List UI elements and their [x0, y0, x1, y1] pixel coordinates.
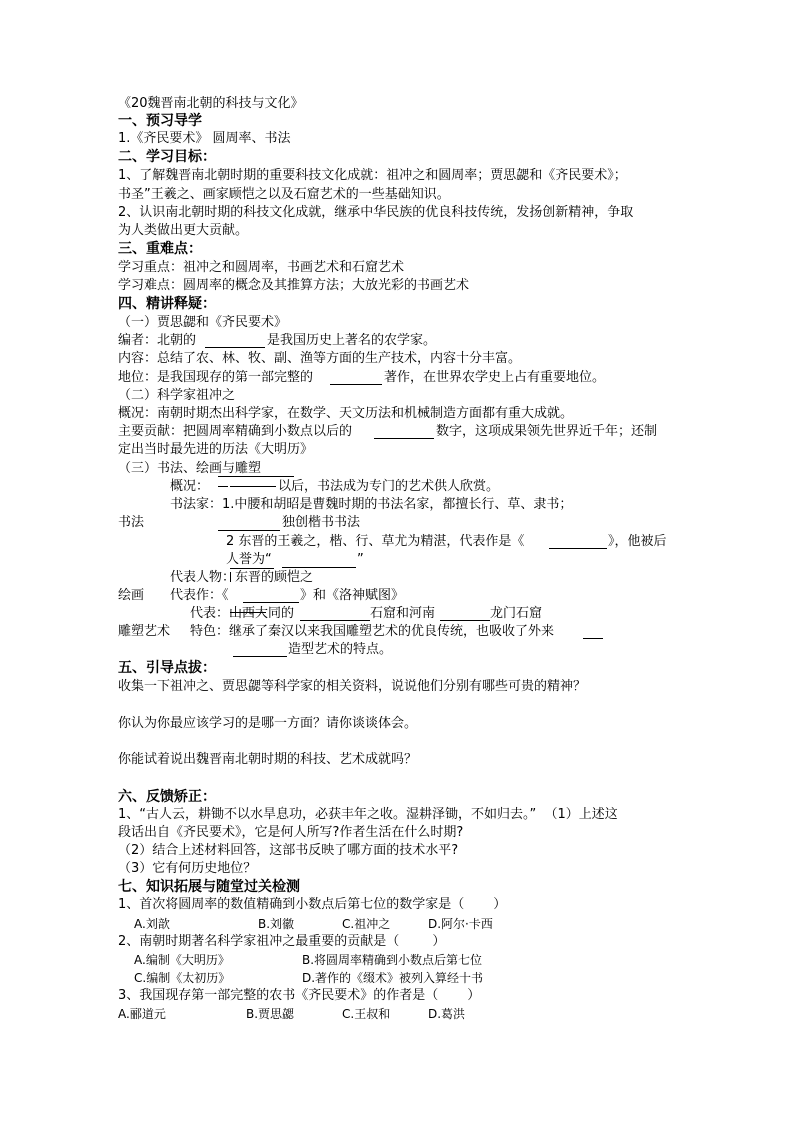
painting-work-rest: 》和《洛神赋图》 — [300, 588, 405, 603]
section-1-heading: 一、预习导学 — [118, 113, 202, 129]
brace-top — [218, 476, 294, 477]
blank-editor — [205, 347, 265, 348]
calligraphy-overview-rest: 以后，书法成为专门的艺术供人欣赏。 — [278, 479, 500, 494]
calligraphy-label: 书法 — [118, 515, 145, 530]
blank-foreign — [583, 638, 603, 639]
calendar-line: 定出当时最先进的历法《大明历》 — [118, 442, 314, 457]
quiz-question-3: 3、我国现存第一部完整的农书《齐民要术》的作者是（ ） — [118, 988, 481, 1003]
q2-option-d: D.著作的《缀术》被列入算经十书 — [302, 971, 484, 985]
blank-honor — [282, 567, 356, 568]
s3-line-2: 学习难点：圆周率的概念及其推算方法；大放光彩的书画艺术 — [118, 278, 470, 293]
contribution-rest: 数字，这项成果领先世界近千年；还制 — [436, 424, 658, 439]
blank-painting — [243, 602, 299, 603]
status-label: 地位：是我国现存的第一部完整的 — [118, 370, 314, 385]
feedback-line-4: （3）它有何历史地位？ — [118, 861, 257, 876]
guide-question-3: 你能试着说出魏晋南北朝时期的科技、艺术成就吗？ — [118, 752, 418, 767]
blank-digits — [374, 438, 434, 439]
quiz-question-2: 2、南朝时期著名科学家祖冲之最重要的贡献是（ ） — [118, 934, 446, 949]
q3-option-b: B.贾思勰 — [246, 1007, 295, 1021]
quiz-question-1: 1、首次将圆周率的数值精确到小数点后第七位的数学家是（ ） — [118, 897, 507, 912]
section-3-heading: 三、重难点： — [118, 241, 202, 257]
guide-question-2: 你认为你最应该学习的是哪一方面？请你谈谈体会。 — [118, 716, 418, 731]
sculpture-rep-label: 代表：山西大同的 — [190, 606, 295, 621]
q3-option-d: D.葛洪 — [428, 1007, 466, 1021]
wang-xizhi-rest: 》，他被后 — [608, 534, 667, 549]
honor-close: ” — [357, 552, 364, 567]
sculpture-label: 雕塑艺术 — [118, 624, 171, 639]
section-4-heading: 四、精讲释疑： — [118, 296, 216, 312]
honor-label: 人誉为“ — [226, 552, 272, 567]
s4-part-3: （三）书法、绘画与雕塑 — [118, 461, 262, 476]
s3-line-1: 学习重点：祖冲之和圆周率，书画艺术和石窟艺术 — [118, 260, 405, 275]
s2-line-4: 为人类做出更大贡献。 — [118, 223, 249, 238]
q2-option-a: A.编制《大明历》 — [134, 953, 230, 967]
calligrapher-line: 书法家：1.中腰和胡昭是曹魏时期的书法名家，都擅长行、草、隶书； — [170, 497, 573, 512]
section-6-heading: 六、反馈矫正： — [118, 789, 216, 805]
brace-vert-1 — [230, 572, 231, 582]
q2-option-b: B.将圆周率精确到小数点后第七位 — [302, 953, 483, 967]
brace-tick-1 — [218, 486, 228, 487]
painting-label: 绘画 — [118, 588, 145, 603]
q2-option-c: C.编制《太初历》 — [134, 971, 231, 985]
section-5-heading: 五、引导点拔： — [118, 660, 216, 676]
guide-question-1: 收集一下祖冲之、贾思勰等科学家的相关资料，说说他们分别有哪些可贵的精神？ — [118, 679, 587, 694]
q1-option-c: C.祖冲之 — [342, 917, 391, 931]
s2-line-2: 书圣”王羲之、画家顾恺之以及石窟艺术的一些基础知识。 — [118, 187, 450, 202]
section-7-heading: 七、知识拓展与随堂过关检测 — [118, 879, 300, 895]
blank-foreign-2 — [233, 656, 287, 657]
s1-line-1: 1.《齐民要术》 圆周率、书法 — [118, 131, 291, 146]
status-rest: 著作，在世界农学史上占有重要地位。 — [384, 370, 606, 385]
editor-rest: 是我国历史上著名的农学家。 — [267, 333, 437, 348]
q3-option-c: C.王叔和 — [342, 1007, 391, 1021]
s2-line-3: 2、认识南北朝时期的科技文化成就，继承中华民族的优良科技传统，发扬创新精神，争取 — [118, 205, 634, 220]
overview-line: 概况：南朝时期杰出科学家，在数学、天文历法和机械制造方面都有重大成就。 — [118, 406, 574, 421]
brace-tick-2 — [230, 612, 266, 613]
feedback-line-3: （2）结合上述材料回答，这部书反映了哪方面的技术水平? — [118, 843, 459, 858]
brace-bottom — [230, 568, 274, 569]
sculpture-rep-mid: 石窟和河南 — [370, 606, 436, 621]
blank-regular-script — [218, 530, 280, 531]
q1-option-d: D.阿尔·卡西 — [428, 917, 493, 931]
editor-label: 编者：北朝的 — [118, 333, 197, 348]
sculpture-feature: 特色：继承了秦汉以来我国雕塑艺术的优良传统，也吸收了外来 — [190, 624, 555, 639]
sculpture-feature-rest: 造型艺术的特点。 — [288, 642, 393, 657]
painting-rep-person: 代表人物：东晋的顾恺之 — [170, 570, 314, 585]
wang-xizhi-label: 2 东晋的王羲之，楷、行、草尤为精湛，代表作是《 — [226, 534, 525, 549]
feedback-line-1: 1、“古人云，耕锄不以水旱息功，必获丰年之收。湿耕泽锄，不如归去。” （1）上述这 — [118, 807, 618, 822]
content-line: 内容：总结了农、林、牧、副、渔等方面的生产技术，内容十分丰富。 — [118, 351, 522, 366]
blank-henan — [440, 620, 490, 621]
q1-option-b: B.刘徽 — [258, 917, 295, 931]
s2-line-1: 1、了解魏晋南北朝时期的重要科技文化成就：祖冲之和圆周率；贾思勰和《齐民要术》； — [118, 168, 627, 183]
contribution-label: 主要贡献：把圆周率精确到小数点以后的 — [118, 424, 353, 439]
blank-masterpiece — [549, 548, 607, 549]
s4-part-2: （二）科学家祖冲之 — [118, 388, 236, 403]
q3-option-a: A.郦道元 — [118, 1007, 166, 1021]
regular-script-text: 独创楷书书法 — [282, 515, 361, 530]
sculpture-rep-rest: 龙门石窟 — [490, 606, 543, 621]
feedback-line-2: 段话出自《齐民要术》，它是何人所写?作者生活在什么时期? — [118, 825, 464, 840]
page-title: 《20魏晋南北朝的科技与文化》 — [118, 96, 304, 111]
blank-datong — [300, 620, 370, 621]
calligraphy-overview-label: 概况： — [170, 479, 210, 494]
q1-option-a: A.刘歆 — [134, 917, 170, 931]
blank-era — [230, 486, 276, 487]
painting-work-label: 代表作：《 — [170, 588, 229, 603]
section-2-heading: 二、学习目标： — [118, 149, 216, 165]
blank-status — [330, 384, 382, 385]
s4-part-1: （一）贾思勰和《齐民要术》 — [118, 315, 288, 330]
